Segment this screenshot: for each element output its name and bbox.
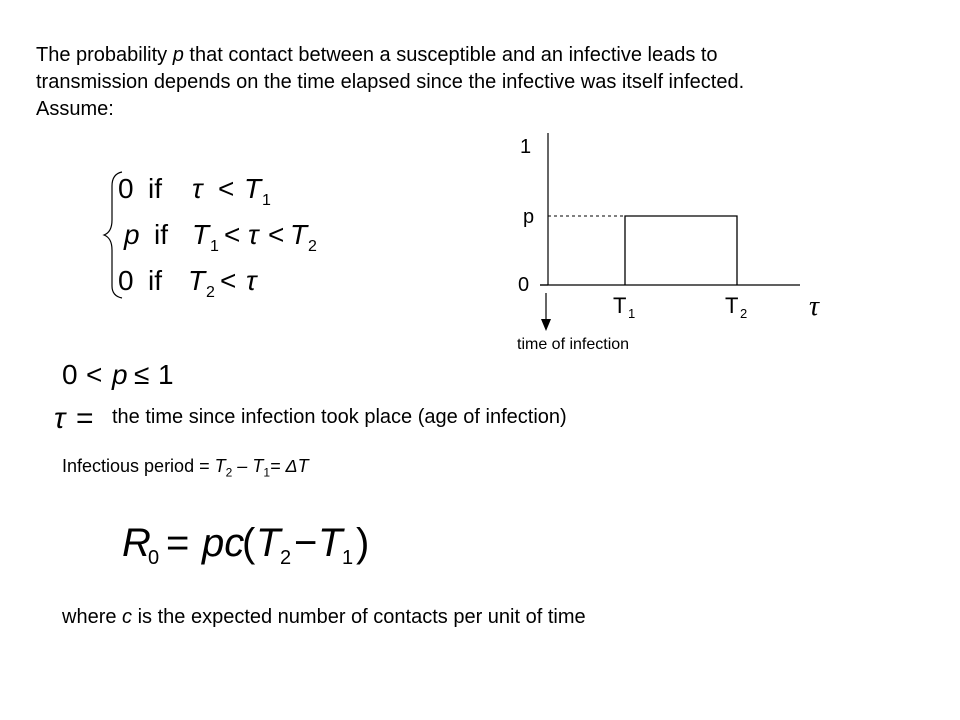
row2-if: if — [154, 219, 168, 250]
infection-arrow-head — [541, 319, 551, 331]
infectious-t2: T — [214, 456, 226, 476]
r0-open: ( — [242, 521, 256, 565]
intro-line-1 — [36, 42, 936, 69]
r0-eq: = — [166, 521, 190, 565]
p-range-var: p — [112, 359, 128, 390]
row2-T2: T — [290, 219, 308, 250]
row1-op: < — [218, 173, 235, 204]
x-tick-sub-1: 1 — [628, 306, 636, 321]
p-range-rhs: 1 — [158, 359, 174, 390]
infectious-t1-sub: 1 — [263, 465, 270, 480]
row1-tau: τ — [192, 173, 203, 204]
where-post: is the expected number of contacts per unit of time — [132, 606, 586, 628]
r0-T2: T — [256, 521, 281, 565]
contacts-definition — [62, 606, 586, 629]
infectious-t1: T — [252, 456, 264, 476]
step-chart — [500, 125, 850, 355]
p-range-op2: ≤ — [134, 359, 150, 390]
r0-T1-sub: 1 — [342, 547, 354, 569]
where-pre: where — [62, 606, 123, 628]
row1-T-sub: 1 — [262, 192, 271, 209]
origin-label: time of infection — [517, 336, 630, 353]
row1-value: 0 — [118, 173, 134, 204]
intro-var-p: p — [172, 44, 184, 66]
infectious-delta: ΔT — [285, 456, 309, 476]
r0-formula — [118, 514, 388, 574]
intro-line-1-pre: The probability — [36, 44, 173, 66]
p-range-lhs: 0 — [62, 359, 78, 390]
row2-value: p — [124, 219, 140, 250]
row2-T1: T — [192, 219, 210, 250]
row2-op1: < — [224, 219, 241, 250]
piecewise-formula — [100, 160, 340, 310]
x-tick-sub-2: 2 — [740, 306, 748, 321]
row3-T2: T — [188, 265, 206, 296]
intro-line-2: transmission depends on the time elapsed since the infective was itself infected. — [36, 71, 745, 93]
y-tick-label-1: 1 — [520, 136, 532, 158]
row1-if: if — [148, 173, 162, 204]
y-tick-label-p: p — [523, 206, 535, 228]
row2-T2-sub: 2 — [308, 238, 317, 255]
row3-value: 0 — [118, 265, 134, 296]
tau-symbol: τ — [54, 402, 66, 435]
x-tick-label-T1: T — [613, 293, 627, 318]
row3-tau: τ — [246, 265, 257, 296]
piecewise-row-1 — [118, 173, 271, 209]
row2-tau: τ — [248, 219, 259, 250]
piecewise-row-3 — [118, 265, 258, 301]
r0-minus: − — [294, 521, 318, 565]
piecewise-row-2 — [123, 219, 317, 255]
tau-equals — [50, 400, 110, 436]
infectious-minus: – — [232, 456, 253, 476]
x-tick-label-T2: T — [725, 293, 739, 318]
r0-R-sub: 0 — [148, 547, 160, 569]
r0-close: ) — [356, 521, 370, 565]
row3-T2-sub: 2 — [206, 284, 215, 301]
intro-paragraph — [36, 42, 936, 123]
step-pulse — [625, 216, 737, 285]
intro-line-1-post: that contact between a susceptible and an infective leads to — [183, 44, 718, 66]
row3-if: if — [148, 265, 162, 296]
p-range-formula — [58, 352, 188, 396]
r0-T2-sub: 2 — [280, 547, 292, 569]
row2-T1-sub: 1 — [210, 238, 219, 255]
r0-T1: T — [318, 521, 343, 565]
row3-op: < — [220, 265, 237, 296]
intro-line-3: Assume: — [36, 98, 114, 120]
x-axis-label-tau: τ — [809, 291, 820, 322]
infectious-period — [62, 456, 309, 480]
row2-op2: < — [268, 219, 285, 250]
where-var-c: c — [122, 606, 133, 628]
infectious-eq: = — [270, 456, 286, 476]
r0-pc: pc — [202, 521, 245, 565]
p-range-op1: < — [86, 359, 103, 390]
infectious-t2-sub: 2 — [225, 465, 233, 480]
r0-R: R — [122, 521, 151, 565]
y-tick-label-0: 0 — [518, 274, 530, 296]
row1-T: T — [244, 173, 262, 204]
tau-eq: = — [76, 402, 94, 435]
infectious-period-label: Infectious period = — [62, 456, 215, 476]
tau-definition: the time since infection took place (age of infection) — [112, 406, 567, 428]
